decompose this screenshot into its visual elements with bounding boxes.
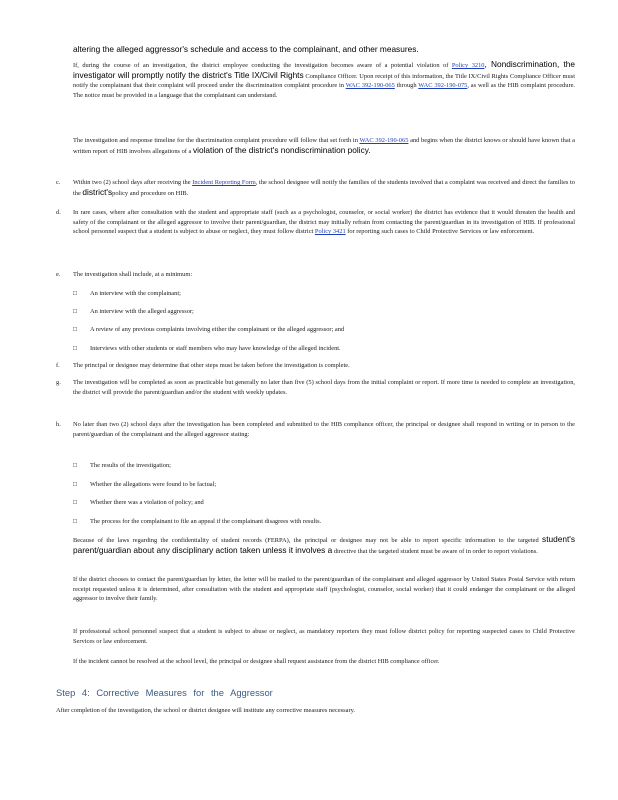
incident-reporting-form-link[interactable]: Incident Reporting Form (192, 179, 256, 186)
unresolved-paragraph: If the incident cannot be resolved at the school level, the principal or designee shall request assistance from the district HIB compliance officer. (73, 658, 440, 665)
item-e-marker: e. (56, 271, 61, 278)
item-g-marker: g. (56, 379, 61, 386)
item-c-marker: c. (56, 179, 61, 186)
letter-paragraph: If the district chooses to contact the parent/guardian by letter, the letter will be mailed to the parent/guardian of the complainant and alleged aggressor by United States Postal Service with return receipt requested unless it is determined, after consultation with the student and appropriate staff (psychologist, counselor, social worker) that it could endanger the complainant or the alleged aggressor to involve their family. (73, 576, 575, 603)
checkbox-bullet-icon: □ (73, 499, 77, 506)
wac-075-link[interactable]: WAC 392-190-075 (418, 82, 468, 90)
step-4-text: After completion of the investigation, the school or district designee will institute any corrective measures necessary. (56, 707, 355, 714)
item-e-bullet: A review of any previous complaints involving either the complainant or the alleged aggressor; and (90, 326, 345, 333)
wac-065-link[interactable]: WAC 392-190-065 (345, 82, 395, 90)
item-f-marker: f. (56, 362, 60, 369)
step-4-heading: Step 4: Corrective Measures for the Aggressor (56, 687, 273, 698)
item-e-intro: The investigation shall include, at a minimum: (73, 271, 193, 278)
checkbox-bullet-icon: □ (73, 481, 77, 488)
paragraph-timeline: The investigation and response timeline for the discrimination complaint procedure will follow that set forth in WAC 392-190-065 and begins when the district knows or should have known that a written report of HIB involves allegations of a violation of the district's nondiscrimination policy. (73, 137, 576, 155)
checkbox-bullet-icon: □ (73, 345, 77, 352)
checkbox-bullet-icon: □ (73, 518, 77, 525)
item-h-bullet: The results of the investigation; (90, 462, 171, 469)
item-h-intro: No later than two (2) school days after the investigation has been completed and submitted to the HIB compliance officer, the principal or designee shall respond in writing or in person to the parent/guardian of the complainant and the alleged aggressor stating: (73, 421, 575, 438)
abuse-paragraph: If professional school personnel suspect that a student is subject to abuse or neglect, as mandatory reporters they must follow district policy for reporting suspected cases to Child Protective Services or law enforcement. (73, 628, 575, 645)
item-f-text: The principal or designee may determine that other steps must be taken before the investigation is complete. (73, 362, 350, 369)
continuation-line: altering the alleged aggressor's schedule and access to the complainant, and other measures. (73, 44, 419, 54)
policy-3421-link[interactable]: Policy 3421 (314, 228, 346, 236)
item-e-bullet: Interviews with other students or staff members who may have knowledge of the alleged incident. (90, 345, 341, 352)
item-h-bullet: The process for the complainant to file an appeal if the complainant disagrees with results. (90, 518, 322, 525)
item-c-text: Within two (2) school days after receiving the Incident Reporting Form, the school designee will notify the families of the students involved that a complaint was received and direct the families to the district'spolicy and procedure on HIB. (73, 179, 575, 197)
paragraph-title-ix-notice: If, during the course of an investigation, the district employee conducting the investigation becomes aware of a potential violation of Policy 3210, Nondiscrimination, the investigator will promptly notify the district's Title IX/Civil Rights Compliance Officer. Upon receipt of this information, the Title IX/Civil Rights Compliance Officer must notify the complainant that their complaint will proceed under the discrimination complaint procedure in WAC 392-190-065 through WAC 392-190-075, as well as the HIB complaint procedure. The notice must be provided in a language that the complainant can understand. (73, 59, 576, 100)
ferpa-paragraph: Because of the laws regarding the confidentiality of student records (FERPA), the principal or designee may not be able to report specific information to the targeted student's parent/guardian about any disciplinary action taken unless it involves a directive that the targeted student must be aware of in order to report violations. (73, 534, 575, 555)
item-h-bullet: Whether there was a violation of policy; and (90, 499, 204, 506)
item-e-bullet: An interview with the alleged aggressor; (90, 308, 194, 315)
checkbox-bullet-icon: □ (73, 308, 77, 315)
item-d-marker: d. (56, 209, 61, 216)
checkbox-bullet-icon: □ (73, 462, 77, 469)
wac-065-timeline-link[interactable]: WAC 392-190-065 (359, 137, 409, 144)
item-g-text: The investigation will be completed as soon as practicable but generally no later than five (5) school days from the initial complaint or report. If more time is needed to complete an investigation, the district will provide the parent/guardian and/or the student with weekly updates. (73, 379, 575, 396)
item-d-text: In rare cases, where after consultation with the student and appropriate staff (such as a psychologist, counselor, or social worker) the district has evidence that it would threaten the health and safety of the complainant or the alleged aggressor to involve their parent/guardian, the district may initially refrain from contacting the parent/guardian in its investigation of HIB. If professional school personnel suspect that a student is subject to abuse or neglect, they must follow district Policy 3421 for reporting such cases to Child Protective Services or law enforcement. (73, 209, 575, 236)
item-h-bullet: Whether the allegations were found to be factual; (90, 481, 217, 488)
item-h-marker: h. (56, 421, 61, 428)
checkbox-bullet-icon: □ (73, 290, 77, 297)
checkbox-bullet-icon: □ (73, 326, 77, 333)
item-e-bullet: An interview with the complainant; (90, 290, 181, 297)
policy-3210-link[interactable]: Policy 3210 (451, 62, 485, 69)
